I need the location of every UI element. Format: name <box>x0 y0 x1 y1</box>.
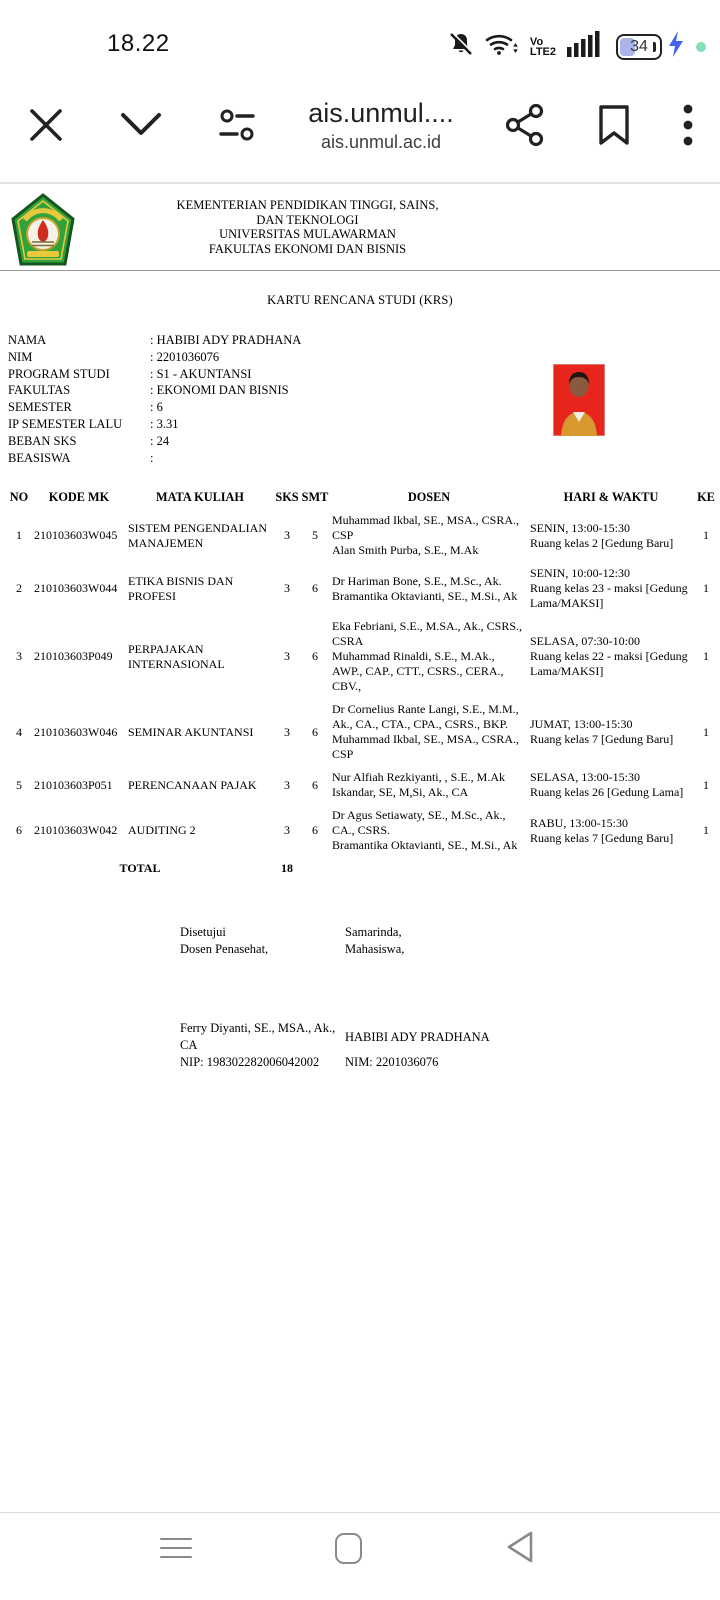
col-no: NO <box>9 490 29 504</box>
cell-smt: 6 <box>312 724 318 739</box>
battery-icon <box>616 34 662 60</box>
cell-kode: 210103603P051 <box>34 777 113 792</box>
cell-kode: 210103603W044 <box>34 581 118 595</box>
cell-ke: 1 <box>703 649 709 663</box>
page-title-block[interactable] <box>308 99 454 152</box>
city-label: Samarinda, <box>345 925 402 939</box>
col-hari: HARI & WAKTU <box>563 490 659 504</box>
info-row <box>8 366 720 383</box>
info-value: : 3.31 <box>150 416 178 433</box>
info-value: : 6 <box>150 399 163 416</box>
advisor-role: Dosen Penasehat, <box>180 942 269 956</box>
tune-sliders-icon <box>217 105 257 148</box>
bookmark-icon <box>597 104 631 149</box>
total-sks: 18 <box>281 861 293 875</box>
ministry-line: DAN TEKNOLOGI <box>256 212 359 227</box>
info-label: PROGRAM STUDI <box>8 366 110 381</box>
status-icons <box>448 30 706 63</box>
info-label: BEASISWA <box>8 450 71 465</box>
student-nim: NIM: 2201036076 <box>345 1055 439 1069</box>
table-row <box>6 615 718 698</box>
android-nav-bar <box>0 1512 720 1600</box>
total-row <box>6 857 718 880</box>
cell-dosen: Dr Hariman Bone, S.E., M.Sc., Ak. Bramantika Oktavianti, SE., M.Si., Ak <box>332 573 518 603</box>
home-icon <box>335 1533 362 1564</box>
advisor-nip: NIP: 198302282006042002 <box>180 1055 320 1069</box>
cell-no: 2 <box>16 581 22 595</box>
charging-bolt-icon <box>667 30 685 63</box>
info-row <box>8 349 720 366</box>
page-url: ais.unmul.ac.id <box>320 131 442 152</box>
student-role: Mahasiswa, <box>345 942 405 956</box>
three-dot-menu-icon <box>682 103 694 150</box>
cell-mk: AUDITING 2 <box>128 823 196 837</box>
cell-mk: PERPAJAKAN INTERNASIONAL <box>128 641 225 671</box>
notifications-muted-icon <box>448 31 474 62</box>
home-button[interactable] <box>320 1520 376 1576</box>
signature-space <box>180 958 348 1020</box>
cell-dosen: Muhammad Ikbal, SE., MSA., CSRA., CSP Alan Smith Purba, S.E., M.Ak <box>332 513 520 557</box>
faculty-name: FAKULTAS EKONOMI DAN BISNIS <box>208 241 407 256</box>
page-title: ais.unmul.... <box>308 98 454 129</box>
cell-sks: 3 <box>284 649 290 663</box>
info-value: : HABIBI ADY PRADHANA <box>150 332 301 349</box>
cell-hari: SELASA, 07:30-10:00 Ruang kelas 22 - maksi [Gedung Lama/MAKSI] <box>530 634 688 678</box>
info-row <box>8 332 720 349</box>
info-row <box>8 433 720 450</box>
info-label: BEBAN SKS <box>8 433 77 448</box>
info-value: : EKONOMI DAN BISNIS <box>150 382 289 399</box>
share-icon <box>505 103 545 150</box>
close-icon <box>26 105 66 148</box>
ministry-line: KEMENTERIAN PENDIDIKAN TINGGI, SAINS, <box>176 198 439 212</box>
cell-hari: JUMAT, 13:00-15:30 Ruang kelas 7 [Gedung Baru] <box>530 717 674 746</box>
cell-dosen: Nur Alfiah Rezkiyanti, , S.E., M.Ak Iskandar, SE, M,Si, Ak., CA <box>332 770 505 799</box>
cell-ke: 1 <box>703 823 709 837</box>
info-value <box>150 450 153 467</box>
cell-dosen: Dr Agus Setiawaty, SE., M.Sc., Ak., CA., CSRS. Bramantika Oktavianti, SE., M.Si., Ak <box>332 808 518 852</box>
info-row <box>8 416 720 433</box>
course-table <box>6 488 718 880</box>
student-signature <box>345 924 555 1071</box>
table-row <box>6 698 718 766</box>
info-value: : S1 - AKUNTANSI <box>150 366 251 383</box>
col-mk: MATA KULIAH <box>155 490 245 504</box>
cell-dosen: Eka Febriani, S.E., M.SA., Ak., CSRS., CSRA Muhammad Rinaldi, S.E., M.Ak., AWP., CAP., CTT., CSRS., CERA., CBV., <box>332 619 523 693</box>
advisor-signature <box>180 924 348 1071</box>
col-ke: KE <box>697 490 715 504</box>
info-label: NAMA <box>8 333 47 347</box>
browser-toolbar <box>0 70 720 182</box>
col-sks: SKS <box>275 490 299 504</box>
clock: 18.22 <box>107 30 170 57</box>
cell-no: 1 <box>16 528 22 542</box>
document-header <box>0 184 720 270</box>
cell-dosen: Dr Cornelius Rante Langi, S.E., M.M., Ak., CA., CTA., CPA., CSRS., BKP. Muhammad Ikbal, SE., MSA., CSRA., CSP <box>332 702 520 761</box>
cell-smt: 6 <box>312 823 318 837</box>
cell-no: 5 <box>16 777 22 792</box>
student-info <box>8 332 720 470</box>
info-label: IP SEMESTER LALU <box>8 416 123 431</box>
recents-button[interactable] <box>148 1520 204 1576</box>
advisor-name: Ferry Diyanti, SE., MSA., Ak., CA <box>180 1021 336 1052</box>
cell-mk: SISTEM PENGENDALIAN MANAJEMEN <box>128 520 267 550</box>
bookmark-button[interactable] <box>597 104 631 149</box>
cell-hari: SELASA, 13:00-15:30 Ruang kelas 26 [Gedung Lama] <box>530 770 684 799</box>
back-triangle-icon <box>505 1530 535 1567</box>
signature-space <box>345 958 555 1020</box>
cell-hari: SENIN, 10:00-12:30 Ruang kelas 23 - maksi [Gedung Lama/MAKSI] <box>530 566 688 610</box>
info-label: NIM <box>8 349 33 364</box>
info-label: FAKULTAS <box>8 383 71 398</box>
back-button[interactable] <box>492 1520 548 1576</box>
col-smt: SMT <box>301 490 329 504</box>
overflow-menu-button[interactable] <box>682 103 694 150</box>
cell-sks: 3 <box>284 777 290 792</box>
table-row <box>6 509 718 562</box>
cell-no: 3 <box>16 649 22 663</box>
cell-kode: 210103603P049 <box>34 649 113 663</box>
document-title: KARTU RENCANA STUDI (KRS) <box>267 293 453 307</box>
cell-kode: 210103603W045 <box>34 528 118 542</box>
cell-no: 4 <box>16 724 22 739</box>
cell-sks: 3 <box>284 581 290 595</box>
approval-label: Disetujui <box>180 925 226 939</box>
info-row <box>8 382 720 399</box>
info-row <box>8 450 720 467</box>
cell-smt: 6 <box>312 777 318 792</box>
close-button[interactable] <box>26 105 66 148</box>
cell-mk: SEMINAR AKUNTANSI <box>128 724 254 739</box>
cell-sks: 3 <box>284 724 290 739</box>
cell-ke: 1 <box>703 724 709 739</box>
student-photo <box>553 364 605 441</box>
cell-smt: 6 <box>312 581 318 595</box>
col-dosen: DOSEN <box>407 490 451 504</box>
university-logo <box>10 193 76 272</box>
table-header-row <box>6 488 718 509</box>
cell-smt: 6 <box>312 649 318 663</box>
signal-strength-icon <box>567 31 605 62</box>
recents-icon <box>160 1538 192 1559</box>
col-kode: KODE MK <box>48 490 110 504</box>
collapse-button[interactable] <box>117 111 165 142</box>
cell-smt: 5 <box>312 528 318 542</box>
share-button[interactable] <box>505 103 545 150</box>
header-divider <box>0 270 720 271</box>
signature-block <box>0 924 720 1084</box>
chevron-down-icon <box>117 111 165 142</box>
table-row <box>6 804 718 857</box>
cell-ke: 1 <box>703 528 709 542</box>
cell-mk: PERENCANAAN PAJAK <box>128 777 257 792</box>
info-row <box>8 399 720 416</box>
camera-indicator-dot <box>696 42 706 52</box>
ministry-header <box>95 198 520 256</box>
status-bar <box>0 0 720 70</box>
table-row <box>6 562 718 615</box>
info-value: : 24 <box>150 433 169 450</box>
volte-icon: Vo LTE2 <box>529 35 556 58</box>
battery-indicator <box>616 34 656 60</box>
table-row <box>6 766 718 804</box>
cell-hari: RABU, 13:00-15:30 Ruang kelas 7 [Gedung Baru] <box>530 815 674 845</box>
cell-kode: 210103603W042 <box>34 823 118 837</box>
cell-no: 6 <box>16 823 22 837</box>
university-name: UNIVERSITAS MULAWARMAN <box>219 227 396 242</box>
krs-document <box>0 184 720 1084</box>
tune-button[interactable] <box>217 105 257 148</box>
info-value: : 2201036076 <box>150 349 219 366</box>
battery-percent: 34 <box>630 37 648 55</box>
cell-sks: 3 <box>284 528 290 542</box>
cell-ke: 1 <box>703 581 709 595</box>
cell-mk: ETIKA BISNIS DAN PROFESI <box>128 573 234 603</box>
cell-sks: 3 <box>284 823 290 837</box>
wifi-icon <box>485 31 519 62</box>
cell-hari: SENIN, 13:00-15:30 Ruang kelas 2 [Gedung Baru] <box>530 520 674 550</box>
student-name: HABIBI ADY PRADHANA <box>345 1029 490 1044</box>
cell-kode: 210103603W046 <box>34 724 118 739</box>
total-label: TOTAL <box>119 861 161 875</box>
info-label: SEMESTER <box>8 400 72 415</box>
cell-ke: 1 <box>703 777 709 792</box>
